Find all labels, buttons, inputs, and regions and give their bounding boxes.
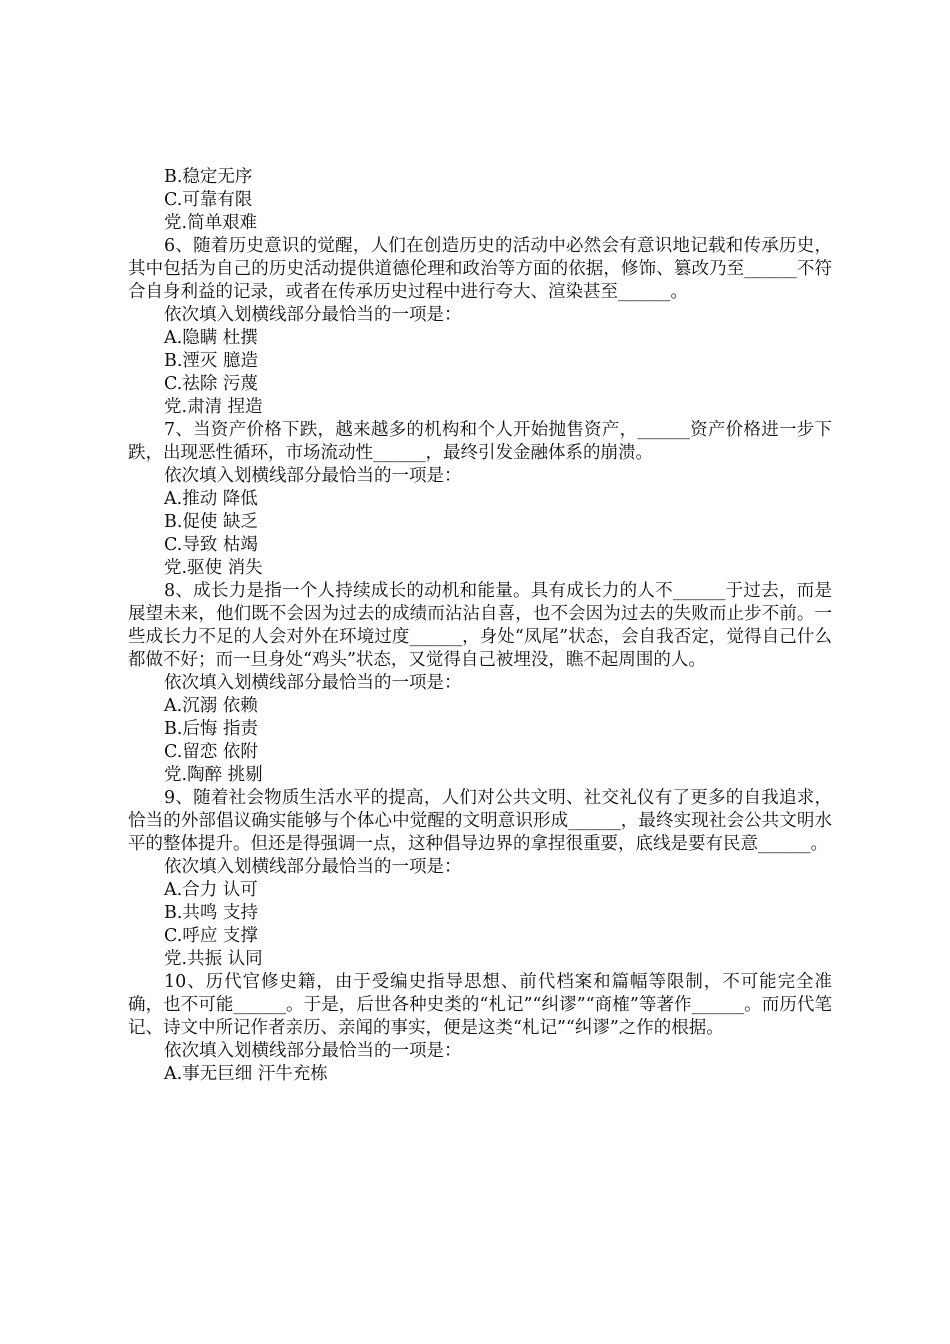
option-c: C.祛除 污蔑	[164, 374, 258, 394]
question-prompt: 依次填入划横线部分最恰当的一项是：	[164, 305, 462, 325]
option-b: B.稳定无序	[164, 167, 253, 187]
question-7: 7、当资产价格下跌，越来越多的机构和个人开始抛售资产，______资产价格进一步下跌，出现恶性循环，市场流动性______，最终引发金融体系的崩溃。	[128, 420, 832, 463]
option-c: C.留恋 依附	[164, 742, 258, 762]
question-prompt: 依次填入划横线部分最恰当的一项是：	[164, 673, 462, 693]
option-b: B.共鸣 支持	[164, 903, 258, 923]
option-a: A.沉溺 依赖	[164, 696, 258, 716]
option-c: C.可靠有限	[164, 190, 253, 210]
option-c: C.导致 枯竭	[164, 535, 258, 555]
option-d: 党.共振 认同	[164, 949, 263, 969]
option-b: B.促使 缺乏	[164, 512, 258, 532]
option-a: A.合力 认可	[164, 880, 258, 900]
question-8: 8、成长力是指一个人持续成长的动机和能量。具有成长力的人不______于过去，而是展望未来，他们既不会因为过去的成绩而沾沾自喜，也不会因为过去的失败而止步不前。一些成长力不足的人会对外在环境过度______，身处“凤尾”状态，会自我否定，觉得自己什么都做不好；而一旦身处“鸡头”状态，又觉得自己被埋没，瞧不起周围的人。	[128, 581, 832, 670]
option-d: 党.肃清 捏造	[164, 397, 263, 417]
option-a: A.隐瞒 杜撰	[164, 328, 258, 348]
option-c: C.呼应 支撑	[164, 926, 258, 946]
option-a: A.推动 降低	[164, 489, 258, 509]
option-b: B.后悔 指责	[164, 719, 258, 739]
question-prompt: 依次填入划横线部分最恰当的一项是：	[164, 1041, 462, 1061]
question-prompt: 依次填入划横线部分最恰当的一项是：	[164, 857, 462, 877]
option-a: A.事无巨细 汗牛充栋	[164, 1064, 328, 1084]
question-6: 6、随着历史意识的觉醒，人们在创造历史的活动中必然会有意识地记载和传承历史，其中包括为自己的历史活动提供道德伦理和政治等方面的依据，修饰、篡改乃至______不符合自身利益的记录，或者在传承历史过程中进行夸大、渲染甚至______。	[128, 236, 832, 302]
option-d: 党.陶醉 挑剔	[164, 765, 263, 785]
question-10: 10、历代官修史籍，由于受编史指导思想、前代档案和篇幅等限制，不可能完全准确，也不可能______。于是，后世各种史类的“札记”“纠谬”“商榷”等著作______。而历代笔记、诗文中所记作者亲历、亲闻的事实，便是这类“札记”“纠谬”之作的根据。	[128, 972, 832, 1038]
question-prompt: 依次填入划横线部分最恰当的一项是：	[164, 466, 462, 486]
question-9: 9、随着社会物质生活水平的提高，人们对公共文明、社交礼仪有了更多的自我追求，恰当的外部倡议确实能够与个体心中觉醒的文明意识形成______，最终实现社会公共文明水平的整体提升。但还是得强调一点，这种倡导边界的拿捏很重要，底线是要有民意______。	[128, 788, 832, 854]
document-page	[128, 166, 832, 1086]
option-b: B.湮灭 臆造	[164, 351, 258, 371]
option-d: 党.驱使 消失	[164, 558, 263, 578]
option-d: 党.简单艰难	[164, 213, 258, 233]
